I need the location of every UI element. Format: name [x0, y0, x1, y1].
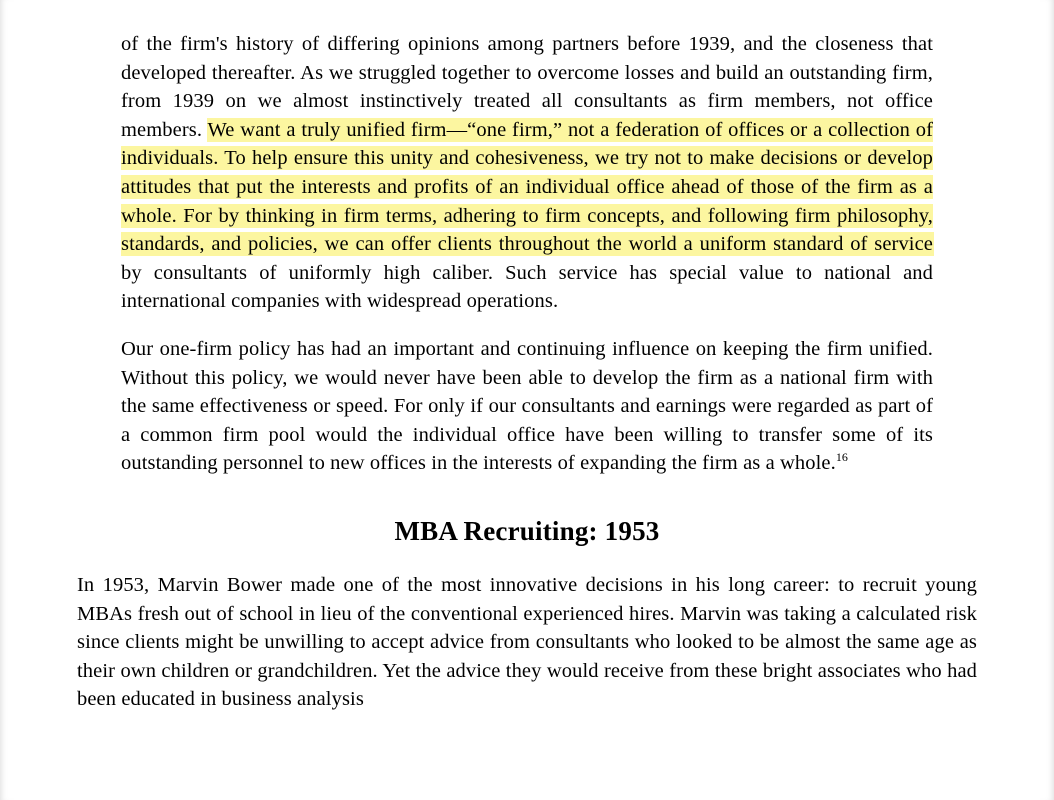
- footnote-marker: 16: [835, 450, 849, 465]
- paragraph-one-firm-policy-text: Our one-firm policy has had an important and continuing influence on keeping the firm unified. Without this policy, we would never have been able to develop the firm as a national firm with the same effectiveness or speed. For only if our consultants and earnings were regarded as part of a common firm pool would the individual office have been willing to transfer some of its outstanding personnel to new offices in the interests of expanding the firm as a whole.: [121, 337, 933, 475]
- page-left-edge: [0, 0, 14, 800]
- section-body: [77, 571, 977, 714]
- paragraph-one-firm: [121, 30, 933, 316]
- paragraph-one-firm-text-before-highlight: of the firm's history of differing opinions among partners before 1939, and the closeness that developed thereafter. As we struggled together to overcome losses and build an outstanding firm, from 1939 on we almost instinctively treated all consultants as firm members, not office members.: [121, 33, 933, 141]
- section-heading-mba-recruiting: MBA Recruiting: 1953: [394, 515, 660, 546]
- paragraph-one-firm-text-after-highlight: by consultants of uniformly high caliber. Such service has special value to national and international companies with widespread operations.: [121, 261, 933, 313]
- paragraph-mba-recruiting: In 1953, Marvin Bower made one of the most innovative decisions in his long career: to recruit young MBAs fresh out of school in lieu of the conventional experienced hires. Marvin was taking a calculated risk since clients might be unwilling to accept advice from consultants who looked to be almost the same age as their own children or grandchildren. Yet the advice they would receive from these bright associates who had been educated in business analysis: [77, 573, 977, 711]
- block-quote: [121, 30, 933, 478]
- page-right-edge: [1040, 0, 1054, 800]
- paragraph-one-firm-policy: [121, 335, 933, 478]
- highlighted-passage: We want a truly unified firm—“one firm,” not a federation of offices or a collection of individuals. To help ensure this unity and cohesiveness, we try not to make decisions or develop attitudes that put the interests and profits of an individual office ahead of those of the firm as a whole. For by thinking in firm terms, adhering to firm concepts, and following firm philosophy, standards, and policies, we can offer clients throughout the world a uniform standard of service: [121, 118, 933, 256]
